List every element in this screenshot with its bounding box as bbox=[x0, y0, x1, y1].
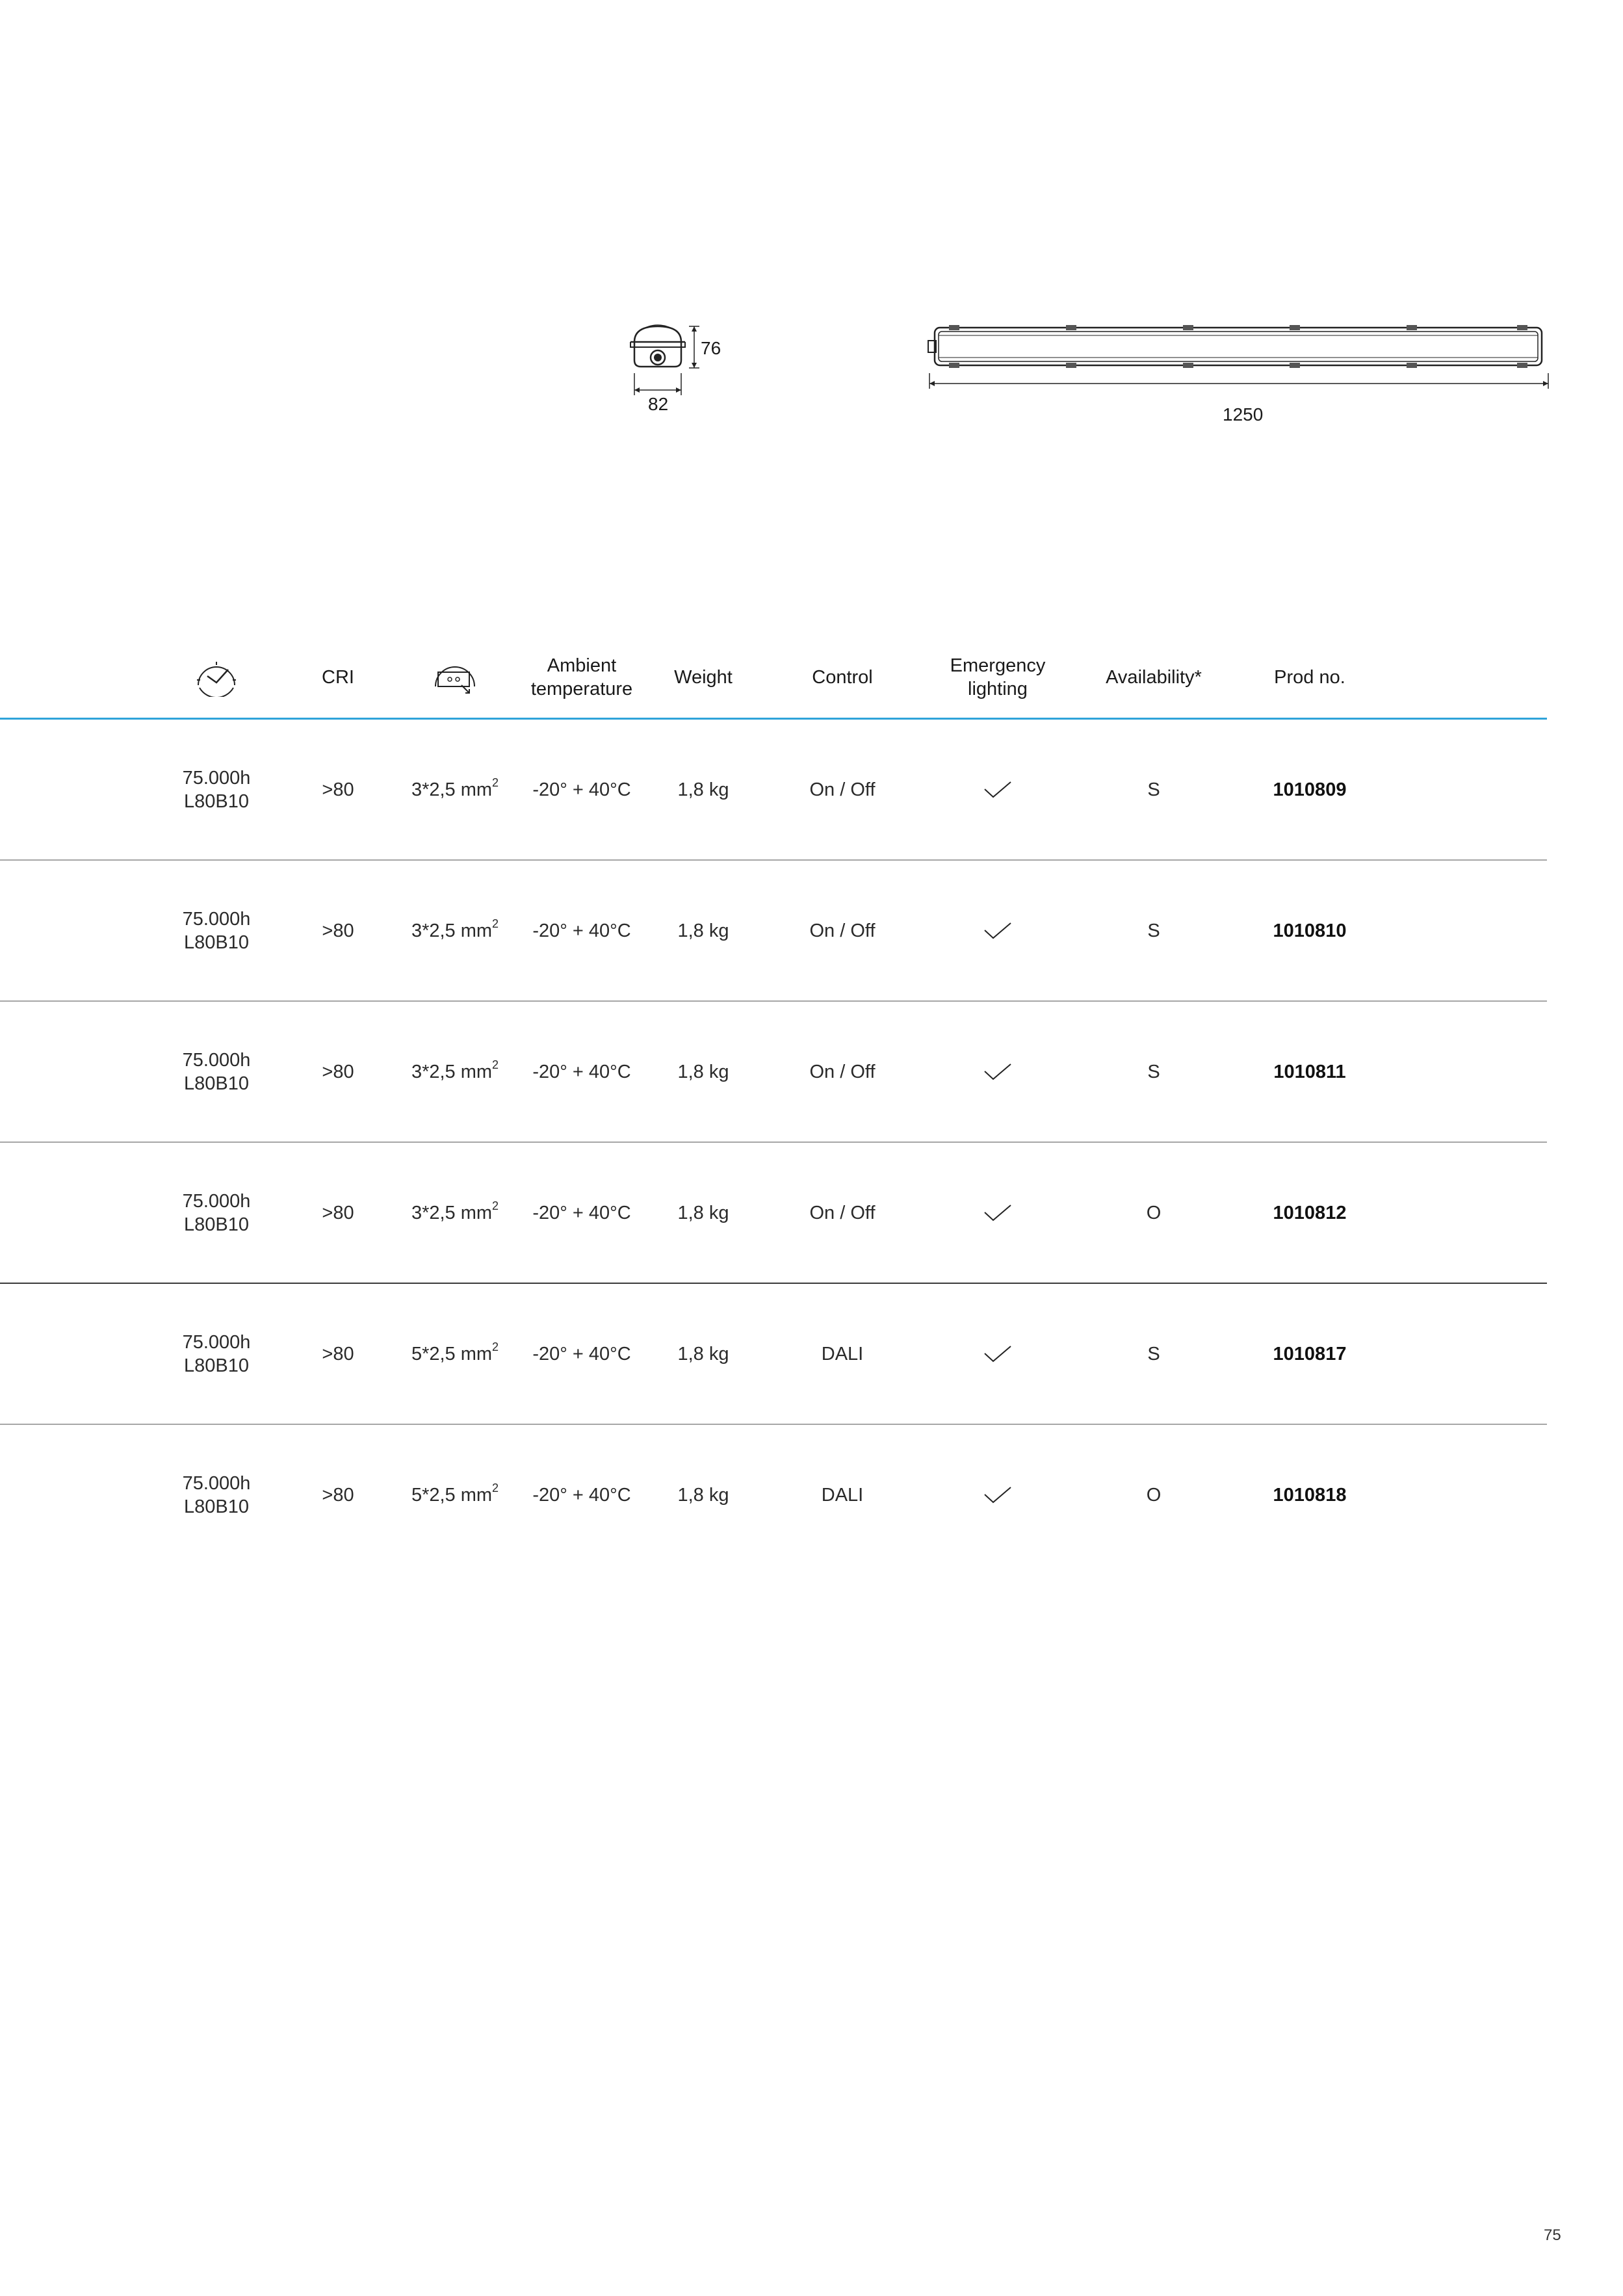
cable-cell bbox=[411, 1002, 499, 1141]
page-number: 75 bbox=[1544, 2226, 1561, 2244]
table-row bbox=[0, 1425, 1547, 1565]
header-control: Control bbox=[812, 667, 873, 688]
lifetime-class: L80B10 bbox=[183, 1214, 249, 1235]
header-cri: CRI bbox=[322, 667, 354, 688]
terminal-block-icon bbox=[429, 657, 481, 698]
luminaire-end-view bbox=[624, 319, 734, 423]
header-ambient-line2: temperature bbox=[530, 679, 633, 699]
cable-value: 3*2,5 mm bbox=[411, 920, 493, 941]
emergency-cell bbox=[983, 1284, 1012, 1424]
table-row bbox=[0, 1143, 1547, 1284]
cable-value: 3*2,5 mm bbox=[411, 1202, 493, 1223]
cri-cell: >80 bbox=[322, 1061, 354, 1082]
weight-cell: 1,8 kg bbox=[677, 1202, 729, 1223]
cable-cell bbox=[411, 720, 499, 859]
check-icon bbox=[983, 1062, 1012, 1082]
ambient-cell: -20° + 40°C bbox=[532, 1343, 631, 1364]
weight-cell: 1,8 kg bbox=[677, 920, 729, 941]
control-cell: On / Off bbox=[809, 779, 876, 800]
table-header bbox=[0, 637, 1547, 720]
ambient-cell: -20° + 40°C bbox=[532, 1484, 631, 1506]
availability-cell: S bbox=[1147, 1343, 1160, 1364]
availability-cell: O bbox=[1146, 1484, 1162, 1506]
ambient-cell: -20° + 40°C bbox=[532, 779, 631, 800]
cable-value: 3*2,5 mm bbox=[411, 779, 493, 800]
control-cell: On / Off bbox=[809, 1061, 876, 1082]
prod-no-cell: 1010812 bbox=[1273, 1202, 1347, 1223]
cable-unit-exponent: 2 bbox=[492, 776, 499, 789]
table-row bbox=[0, 861, 1547, 1002]
lifetime-cell bbox=[183, 861, 251, 1000]
cable-value: 3*2,5 mm bbox=[411, 1061, 493, 1082]
cable-cell bbox=[411, 1284, 499, 1424]
lifetime-hours: 75.000h bbox=[182, 908, 251, 930]
ambient-cell: -20° + 40°C bbox=[532, 1061, 631, 1082]
header-prod-no: Prod no. bbox=[1274, 667, 1345, 688]
cable-unit-exponent: 2 bbox=[492, 1340, 499, 1353]
cable-cell bbox=[411, 861, 499, 1000]
availability-cell: S bbox=[1147, 1061, 1160, 1082]
weight-cell: 1,8 kg bbox=[677, 1484, 729, 1506]
product-table bbox=[0, 637, 1547, 1565]
availability-cell: S bbox=[1147, 779, 1160, 800]
table-row bbox=[0, 1284, 1547, 1425]
cross-section-drawing bbox=[624, 319, 734, 423]
check-icon bbox=[983, 921, 1012, 941]
control-cell: On / Off bbox=[809, 1202, 876, 1223]
cri-cell: >80 bbox=[322, 920, 354, 941]
lifetime-class: L80B10 bbox=[183, 1496, 249, 1517]
weight-cell: 1,8 kg bbox=[677, 1343, 729, 1364]
lifetime-hours: 75.000h bbox=[182, 1049, 251, 1071]
cri-cell: >80 bbox=[322, 1202, 354, 1223]
emergency-cell bbox=[983, 861, 1012, 1000]
lifetime-hours: 75.000h bbox=[182, 1472, 251, 1494]
emergency-cell bbox=[983, 720, 1012, 859]
lifetime-class: L80B10 bbox=[183, 932, 249, 953]
header-ambient-temperature bbox=[531, 637, 632, 718]
luminaire-side-view bbox=[923, 319, 1560, 390]
header-emergency-line2: lighting bbox=[968, 679, 1028, 699]
cable-unit-exponent: 2 bbox=[492, 1058, 499, 1071]
lifetime-hours: 75.000h bbox=[182, 767, 251, 789]
control-cell: On / Off bbox=[809, 920, 876, 941]
lifetime-cell bbox=[183, 1284, 251, 1424]
cable-unit-exponent: 2 bbox=[492, 1199, 499, 1212]
lifetime-cell bbox=[183, 1143, 251, 1283]
header-emergency-line1: Emergency bbox=[950, 655, 1046, 676]
prod-no-cell: 1010810 bbox=[1273, 920, 1347, 941]
ambient-cell: -20° + 40°C bbox=[532, 920, 631, 941]
check-icon bbox=[983, 1344, 1012, 1364]
header-availability: Availability* bbox=[1106, 667, 1202, 688]
availability-cell: S bbox=[1147, 920, 1160, 941]
lifetime-cell bbox=[183, 1425, 251, 1565]
cable-cell bbox=[411, 1425, 499, 1565]
ambient-cell: -20° + 40°C bbox=[532, 1202, 631, 1223]
lifetime-hours: 75.000h bbox=[182, 1190, 251, 1212]
prod-no-cell: 1010818 bbox=[1273, 1484, 1347, 1506]
header-emergency-lighting bbox=[950, 637, 1046, 718]
prod-no-cell: 1010809 bbox=[1273, 779, 1347, 800]
prod-no-cell: 1010817 bbox=[1273, 1343, 1347, 1364]
cable-unit-exponent: 2 bbox=[492, 1481, 499, 1494]
header-cable bbox=[429, 637, 481, 718]
emergency-cell bbox=[983, 1425, 1012, 1565]
control-cell: DALI bbox=[821, 1484, 864, 1506]
control-cell: DALI bbox=[821, 1343, 864, 1364]
cri-cell: >80 bbox=[322, 1484, 354, 1506]
table-row bbox=[0, 1002, 1547, 1143]
lifetime-class: L80B10 bbox=[183, 1355, 249, 1376]
table-row bbox=[0, 720, 1547, 861]
prod-no-cell: 1010811 bbox=[1273, 1061, 1346, 1082]
header-weight: Weight bbox=[674, 667, 733, 688]
cable-cell bbox=[411, 1143, 499, 1283]
weight-cell: 1,8 kg bbox=[677, 1061, 729, 1082]
lifetime-class: L80B10 bbox=[183, 1073, 249, 1094]
emergency-cell bbox=[983, 1002, 1012, 1141]
check-icon bbox=[983, 1485, 1012, 1505]
length-drawing bbox=[923, 319, 1560, 429]
weight-cell: 1,8 kg bbox=[677, 779, 729, 800]
emergency-cell bbox=[983, 1143, 1012, 1283]
cri-cell: >80 bbox=[322, 779, 354, 800]
lifetime-class: L80B10 bbox=[183, 790, 249, 812]
lifetime-cell bbox=[183, 1002, 251, 1141]
check-icon bbox=[983, 780, 1012, 800]
width-dimension-label: 82 bbox=[648, 394, 669, 414]
length-dimension-label: 1250 bbox=[1223, 404, 1264, 424]
availability-cell: O bbox=[1146, 1202, 1162, 1223]
header-ambient-line1: Ambient bbox=[547, 655, 617, 676]
cable-value: 5*2,5 mm bbox=[411, 1484, 493, 1506]
cable-unit-exponent: 2 bbox=[492, 917, 499, 930]
header-lifetime bbox=[190, 637, 242, 718]
height-dimension-label: 76 bbox=[701, 338, 721, 358]
lifetime-cell bbox=[183, 720, 251, 859]
clock-icon bbox=[190, 658, 242, 697]
cable-value: 5*2,5 mm bbox=[411, 1343, 493, 1364]
lifetime-hours: 75.000h bbox=[182, 1331, 251, 1353]
cri-cell: >80 bbox=[322, 1343, 354, 1364]
check-icon bbox=[983, 1203, 1012, 1223]
